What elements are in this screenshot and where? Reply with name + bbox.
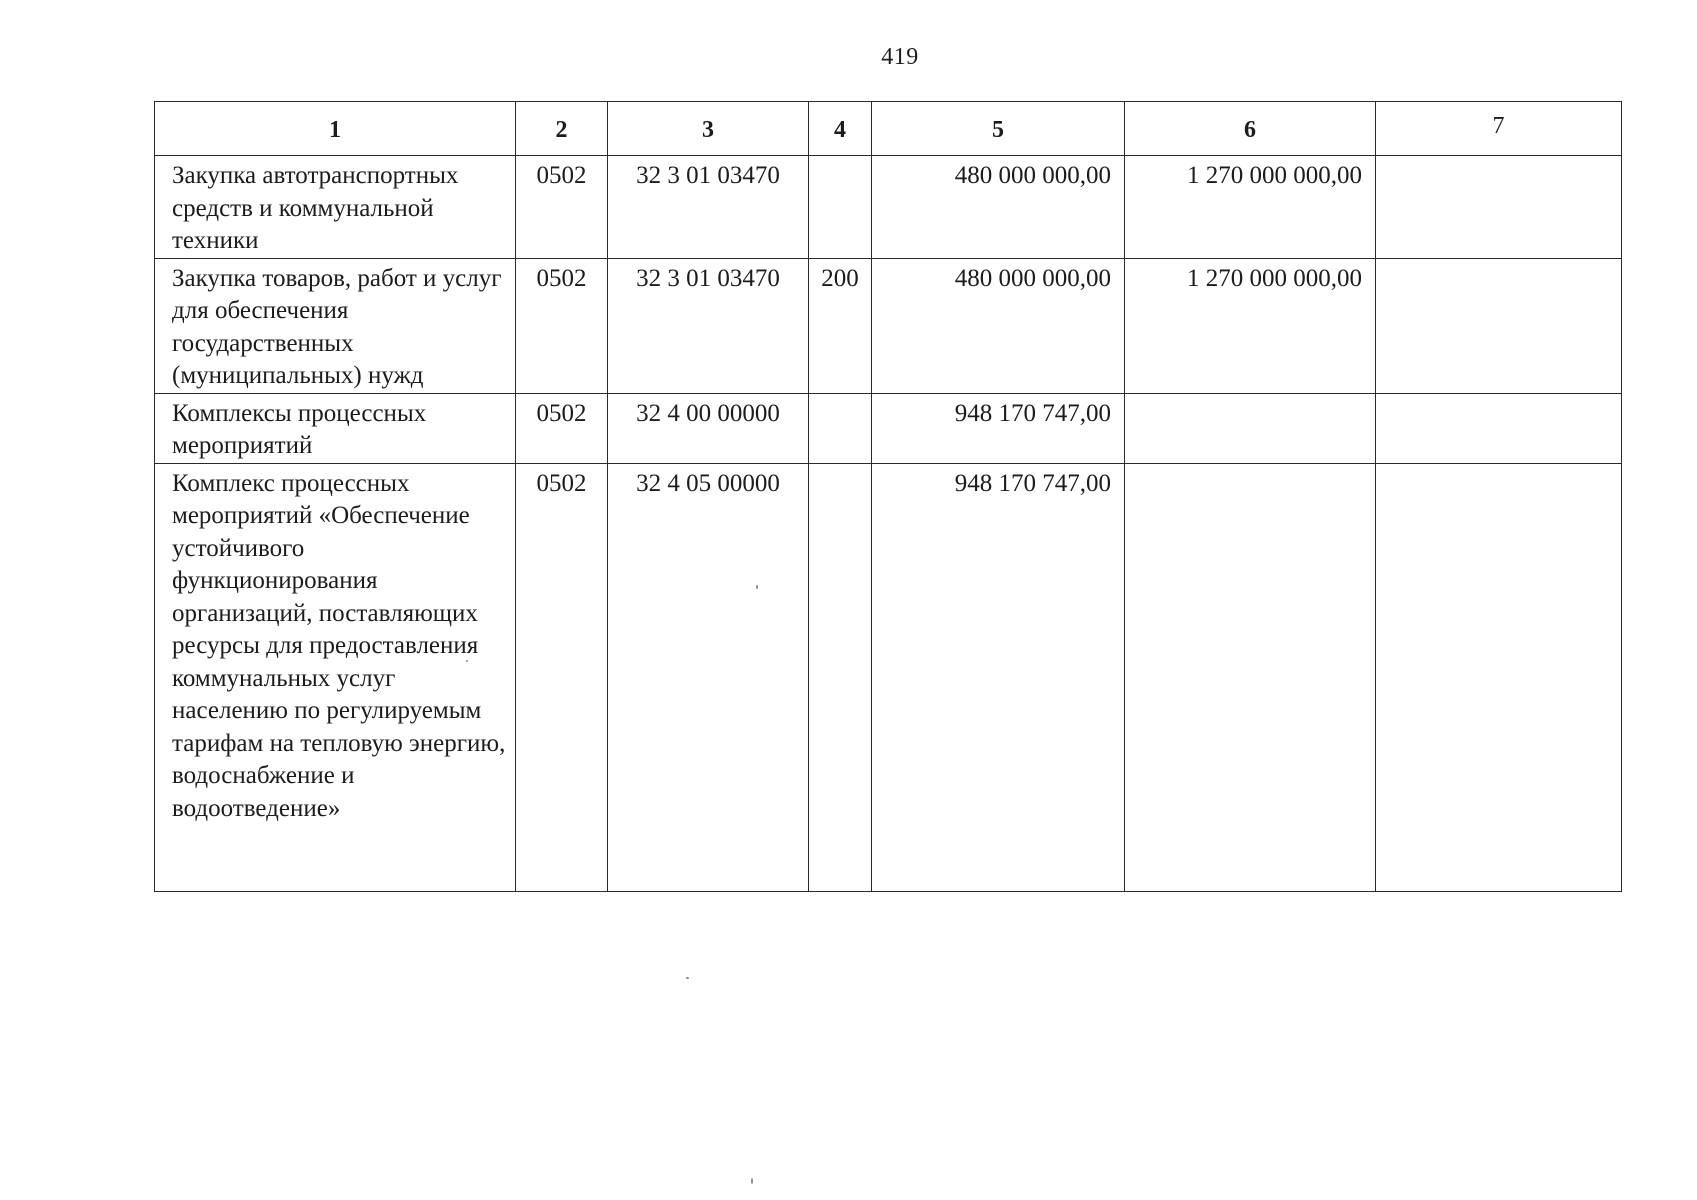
row-amount-7 — [1376, 258, 1622, 393]
row-amount-7 — [1376, 156, 1622, 259]
scan-speck — [686, 977, 689, 979]
row-section: 0502 — [516, 156, 608, 259]
column-header-7: 7 — [1376, 102, 1622, 156]
row-target-code: 32 4 00 00000 — [608, 393, 809, 463]
row-section: 0502 — [516, 393, 608, 463]
scan-speck — [466, 660, 468, 662]
scan-speck — [751, 1178, 753, 1184]
row-amount-6: 1 270 000 000,00 — [1125, 258, 1376, 393]
row-section: 0502 — [516, 258, 608, 393]
row-amount-7 — [1376, 463, 1622, 891]
row-amount-7 — [1376, 393, 1622, 463]
row-amount-5: 480 000 000,00 — [872, 156, 1125, 259]
column-header-2: 2 — [516, 102, 608, 156]
column-header-1: 1 — [155, 102, 516, 156]
table-row — [155, 393, 1622, 463]
table-row — [155, 156, 1622, 259]
row-name: Комплексы процессных мероприятий — [155, 393, 516, 463]
row-target-code: 32 4 05 00000 — [608, 463, 809, 891]
row-name: Закупка автотранспортных средств и коммунальной техники — [155, 156, 516, 259]
table-row — [155, 258, 1622, 393]
page-number: 419 — [881, 44, 919, 70]
row-amount-6 — [1125, 463, 1376, 891]
row-section: 0502 — [516, 463, 608, 891]
row-name: Комплекс процессных мероприятий «Обеспечение устойчивого функционирования организаций, поставляющих ресурсы для предоставления коммунальных услуг населению по регулируемым тарифам на тепловую энергию, водоснабжение и водоотведение» — [155, 463, 516, 891]
row-amount-5: 948 170 747,00 — [872, 463, 1125, 891]
scan-speck — [756, 585, 758, 589]
table-header-row — [155, 102, 1622, 156]
table-row — [155, 463, 1622, 891]
row-expense-type — [809, 393, 872, 463]
column-header-4: 4 — [809, 102, 872, 156]
row-target-code: 32 3 01 03470 — [608, 156, 809, 259]
column-header-6: 6 — [1125, 102, 1376, 156]
row-expense-type: 200 — [809, 258, 872, 393]
row-amount-6: 1 270 000 000,00 — [1125, 156, 1376, 259]
row-name: Закупка товаров, работ и услуг для обеспечения государственных (муниципальных) нужд — [155, 258, 516, 393]
row-expense-type — [809, 463, 872, 891]
row-target-code: 32 3 01 03470 — [608, 258, 809, 393]
row-amount-6 — [1125, 393, 1376, 463]
column-header-3: 3 — [608, 102, 809, 156]
row-expense-type — [809, 156, 872, 259]
row-amount-5: 948 170 747,00 — [872, 393, 1125, 463]
column-header-5: 5 — [872, 102, 1125, 156]
budget-table — [154, 101, 1622, 892]
row-amount-5: 480 000 000,00 — [872, 258, 1125, 393]
